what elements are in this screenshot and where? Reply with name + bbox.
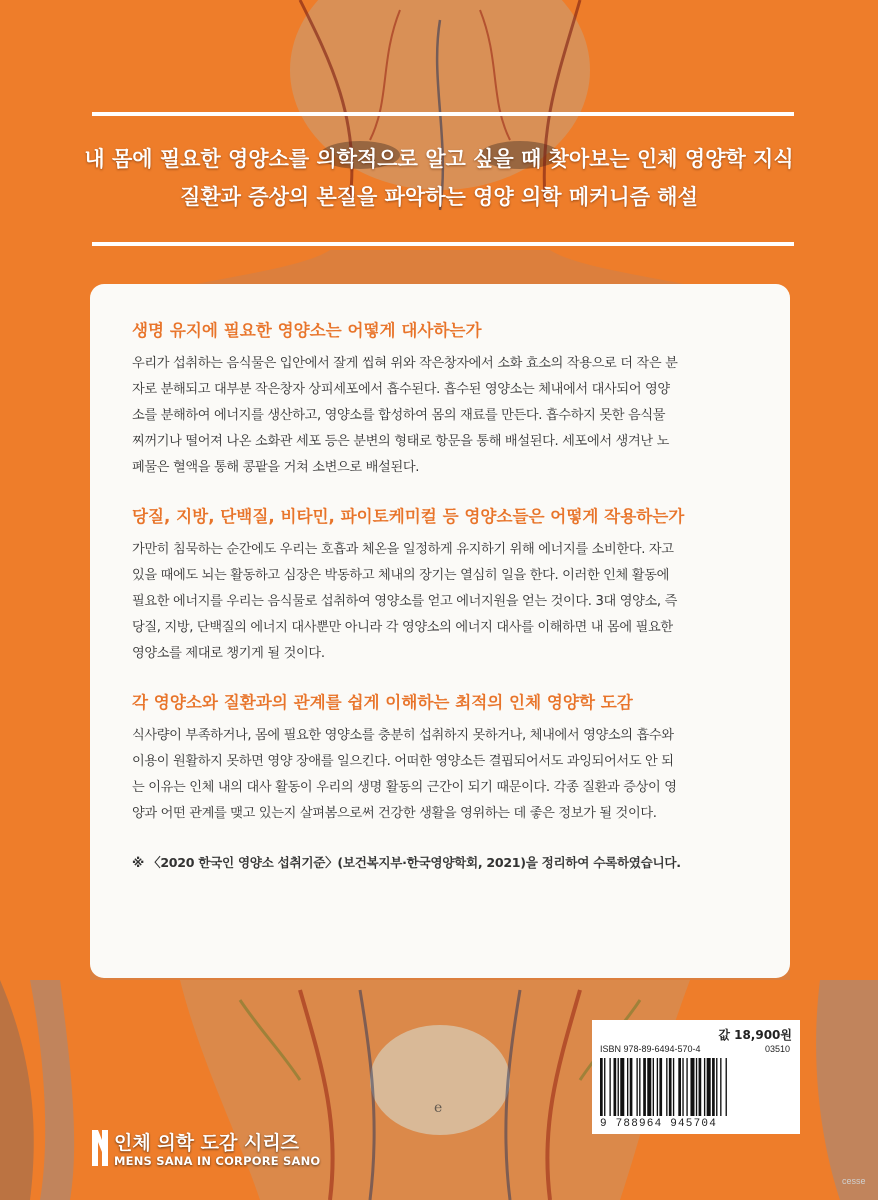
barcode-bar	[704, 1058, 705, 1116]
headline-line-2: 질환과 증상의 본질을 파악하는 영양 의학 메커니즘 해설	[180, 185, 698, 209]
series-subtitle: MENS SANA IN CORPORE SANO	[114, 1154, 321, 1168]
section-body	[132, 723, 764, 827]
barcode-bar	[630, 1058, 633, 1116]
barcode-bar	[653, 1058, 654, 1116]
barcode-bar	[682, 1058, 683, 1116]
section-title: 생명 유지에 필요한 영양소는 어떻게 대사하는가	[132, 321, 482, 340]
body-line: 는 이유는 인체 내의 대사 활동이 우리의 생명 활동의 근간이 되기 때문이다. 각종 질환과 증상이 영	[132, 780, 677, 795]
barcode-bar	[647, 1058, 651, 1116]
barcode-bar	[636, 1058, 637, 1116]
body-line: 식사량이 부족하거나, 몸에 필요한 영양소를 충분히 섭취하지 못하거나, 체내에서 영양소의 흡수와	[132, 728, 674, 743]
barcode-bar	[712, 1058, 715, 1116]
barcode-bar	[627, 1058, 628, 1116]
ean-digits: 9 788964 945704	[600, 1118, 718, 1130]
barcode-bar	[614, 1058, 617, 1116]
barcode-bar	[673, 1058, 674, 1116]
barcode-bar	[659, 1058, 662, 1116]
barcode-bar	[604, 1058, 605, 1116]
barcode-bar	[657, 1058, 658, 1116]
barcode-icon	[600, 1058, 792, 1116]
series-logo-icon	[92, 1130, 108, 1166]
body-line: 필요한 에너지를 우리는 음식물로 섭취하여 영양소를 얻고 에너지원을 얻는 것이다. 3대 영양소, 즉	[132, 594, 678, 609]
barcode-bar	[699, 1058, 702, 1116]
barcode-bar	[720, 1058, 721, 1116]
body-line: 당질, 지방, 단백질의 에너지 대사뿐만 아니라 각 영양소의 에너지 대사를 이해하면 내 몸에 필요한	[132, 620, 673, 635]
headline	[60, 140, 818, 216]
series-title: 인체 의학 도감 시리즈	[114, 1132, 300, 1154]
barcode-bar	[678, 1058, 681, 1116]
corner-mark: cesse	[842, 1176, 866, 1186]
barcode-bar	[666, 1058, 667, 1116]
body-line: 있을 때에도 뇌는 활동하고 심장은 박동하고 체내의 장기는 열심히 일을 한다. 이러한 인체 활동에	[132, 568, 669, 583]
barcode-bar	[639, 1058, 640, 1116]
description-card	[90, 284, 790, 978]
body-line: 찌꺼기나 떨어져 나온 소화관 세포 등은 분변의 형태로 항문을 통해 배설된다. 세포에서 생겨난 노	[132, 434, 669, 449]
section-title: 당질, 지방, 단백질, 비타민, 파이토케미컬 등 영양소들은 어떻게 작용하는가	[132, 507, 685, 526]
price-label: 값 18,900원	[718, 1028, 792, 1042]
barcode-box	[592, 1020, 800, 1134]
body-line: 우리가 섭취하는 음식물은 입안에서 잘게 씹혀 위와 작은창자에서 소화 효소의 작용으로 더 작은 분	[132, 356, 678, 371]
barcode-bar	[726, 1058, 727, 1116]
headline-line-1: 내 몸에 필요한 영양소를 의학적으로 알고 싶을 때 찾아보는 인체 영양학 지식	[84, 147, 794, 171]
section-metabolism	[132, 320, 764, 481]
section-diseases	[132, 692, 764, 827]
section-nutrients	[132, 506, 764, 667]
barcode-bar	[669, 1058, 672, 1116]
barcode-bar	[620, 1058, 624, 1116]
barcode-bar	[707, 1058, 711, 1116]
barcode-bar	[609, 1058, 610, 1116]
source-note: ※ 〈2020 한국인 영양소 섭취기준〉(보건복지부·한국영양학회, 2021)을 정리하여 수록하였습니다.	[132, 855, 681, 870]
barcode-bar	[618, 1058, 619, 1116]
barcode-bar	[690, 1058, 694, 1116]
body-line: 영양소를 제대로 챙기게 될 것이다.	[132, 646, 325, 661]
body-line: 이용이 원활하지 못하면 영양 장애를 일으킨다. 어떠한 영양소든 결핍되어서도 과잉되어서도 안 되	[132, 754, 674, 769]
barcode-bar	[716, 1058, 717, 1116]
barcode-bar	[686, 1058, 687, 1116]
isbn-label: ISBN 978-89-6494-570-4	[600, 1044, 701, 1054]
svg-text:e: e	[434, 1100, 443, 1116]
headline-top-rule	[92, 112, 794, 116]
section-body	[132, 351, 764, 481]
body-line: 가만히 침묵하는 순간에도 우리는 호흡과 체온을 일정하게 유지하기 위해 에너지를 소비한다. 자고	[132, 542, 674, 557]
section-title: 각 영양소와 질환과의 관계를 쉽게 이해하는 최적의 인체 영양학 도감	[132, 693, 633, 712]
barcode-bar	[696, 1058, 697, 1116]
body-line: 소를 분해하여 에너지를 생산하고, 영양소를 합성하여 몸의 재료를 만든다. 흡수하지 못한 음식물	[132, 408, 666, 423]
headline-bottom-rule	[92, 242, 794, 246]
addon-code: 03510	[764, 1044, 790, 1054]
body-line: 폐물은 혈액을 통해 콩팥을 거쳐 소변으로 배설된다.	[132, 460, 420, 475]
barcode-bar	[600, 1058, 603, 1116]
body-line: 자로 분해되고 대부분 작은창자 상피세포에서 흡수된다. 흡수된 영양소는 체내에서 대사되어 영양	[132, 382, 670, 397]
barcode-bar	[643, 1058, 646, 1116]
section-body	[132, 537, 764, 667]
body-line: 양과 어떤 관계를 맺고 있는지 살펴봄으로써 건강한 생활을 영위하는 데 좋은 정보가 될 것이다.	[132, 806, 657, 821]
